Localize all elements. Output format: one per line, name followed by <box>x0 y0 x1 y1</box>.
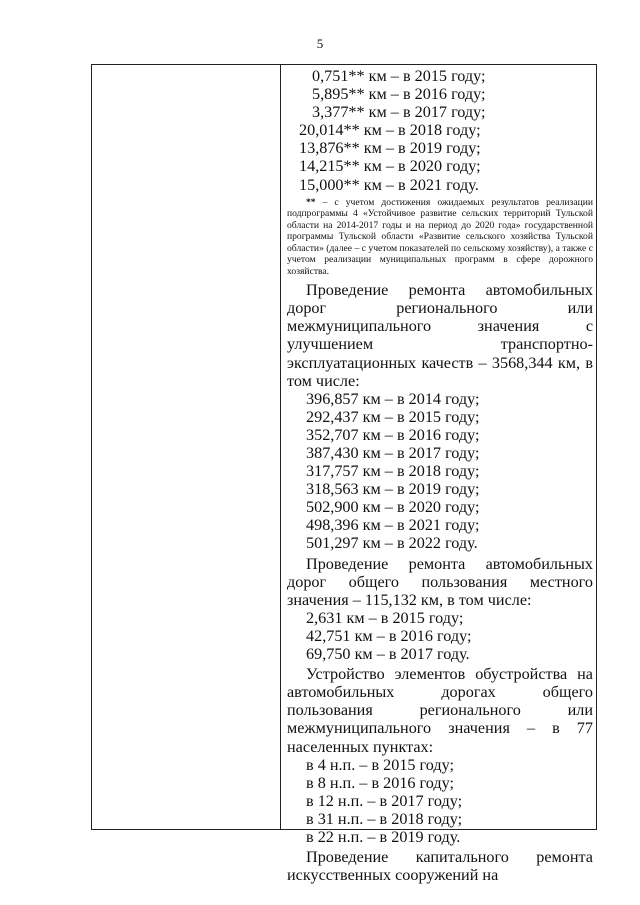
page-number: 5 <box>316 36 324 51</box>
list-item: 352,707 км – в 2016 году; <box>306 425 480 444</box>
list-item: в 31 н.п. – в 2018 году; <box>306 809 463 828</box>
list-item: 2,631 км – в 2015 году; <box>306 608 464 627</box>
list-item: 13,876** км – в 2019 году; <box>299 139 481 158</box>
list-item: 20,014** км – в 2018 году; <box>299 121 481 140</box>
column-divider <box>280 65 281 829</box>
section4-paragraph: Проведение капитального ремонта искусственных сооружений на <box>287 848 593 885</box>
list-item: 501,297 км – в 2022 году. <box>306 534 478 553</box>
list-item: в 4 н.п. – в 2015 году; <box>306 755 455 774</box>
section2-paragraph: Проведение ремонта автомобильных дорог общего пользования местного значения – 115,132 км, в том числе: <box>287 554 593 609</box>
list-item: 387,430 км – в 2017 году; <box>306 444 480 462</box>
section1-paragraph: Проведение ремонта автомобильных дорог регионального или межмуниципального значения с улучшением транспортно-эксплуатационных качеств – 3568,344 км, в том числе: <box>287 281 593 390</box>
section1-list <box>287 390 593 553</box>
list-item: в 8 н.п. – в 2016 году; <box>306 773 455 792</box>
list-item: 317,757 км – в 2018 году; <box>306 462 480 481</box>
list-item: 42,751 км – в 2016 году; <box>306 626 472 645</box>
table-left-cell <box>92 65 280 829</box>
document-table <box>91 64 597 885</box>
footnote-mark: ** <box>306 196 316 208</box>
section2-list <box>287 609 593 663</box>
list-item: 502,900 км – в 2020 году; <box>306 498 480 517</box>
list-item: 69,750 км – в 2017 году. <box>306 645 470 664</box>
list-item: 0,751** км – в 2015 году; <box>312 67 486 85</box>
footnote <box>287 197 593 278</box>
list-item: 396,857 км – в 2014 году; <box>306 389 480 408</box>
list-item: в 22 н.п. – в 2019 году. <box>306 827 461 846</box>
list-item: 498,396 км – в 2021 году; <box>306 516 480 535</box>
list-item: 14,215** км – в 2020 году; <box>299 157 481 176</box>
list-item: 3,377** км – в 2017 году; <box>312 103 486 122</box>
footnote-text: – с учетом достижения ожидаемых результатов реализации подпрограммы 4 «Устойчивое развитие сельских территорий Тульской области на 2014-2017 годы и на период до 2020 года» государственной программы Тульской области «Развитие сельского хозяйства Тульской области» (далее – с учетом показателей по сельскому хозяйству), а также с учетом реализации муниципальных программ в сфере дорожного хозяйства. <box>287 196 593 277</box>
list-item: в 12 н.п. – в 2017 году; <box>306 791 463 810</box>
list-item: 5,895** км – в 2016 году; <box>312 85 486 104</box>
section3-list <box>287 756 593 846</box>
table-right-cell <box>287 67 593 885</box>
list-item: 15,000** км – в 2021 году. <box>299 175 479 194</box>
top-list <box>287 67 593 194</box>
list-item: 318,563 км – в 2019 году; <box>306 480 480 499</box>
list-item: 292,437 км – в 2015 году; <box>306 407 480 426</box>
section3-paragraph: Устройство элементов обустройства на автомобильных дорогах общего пользования регионального или межмуниципального значения – в 77 населенных пунктах: <box>287 665 593 756</box>
